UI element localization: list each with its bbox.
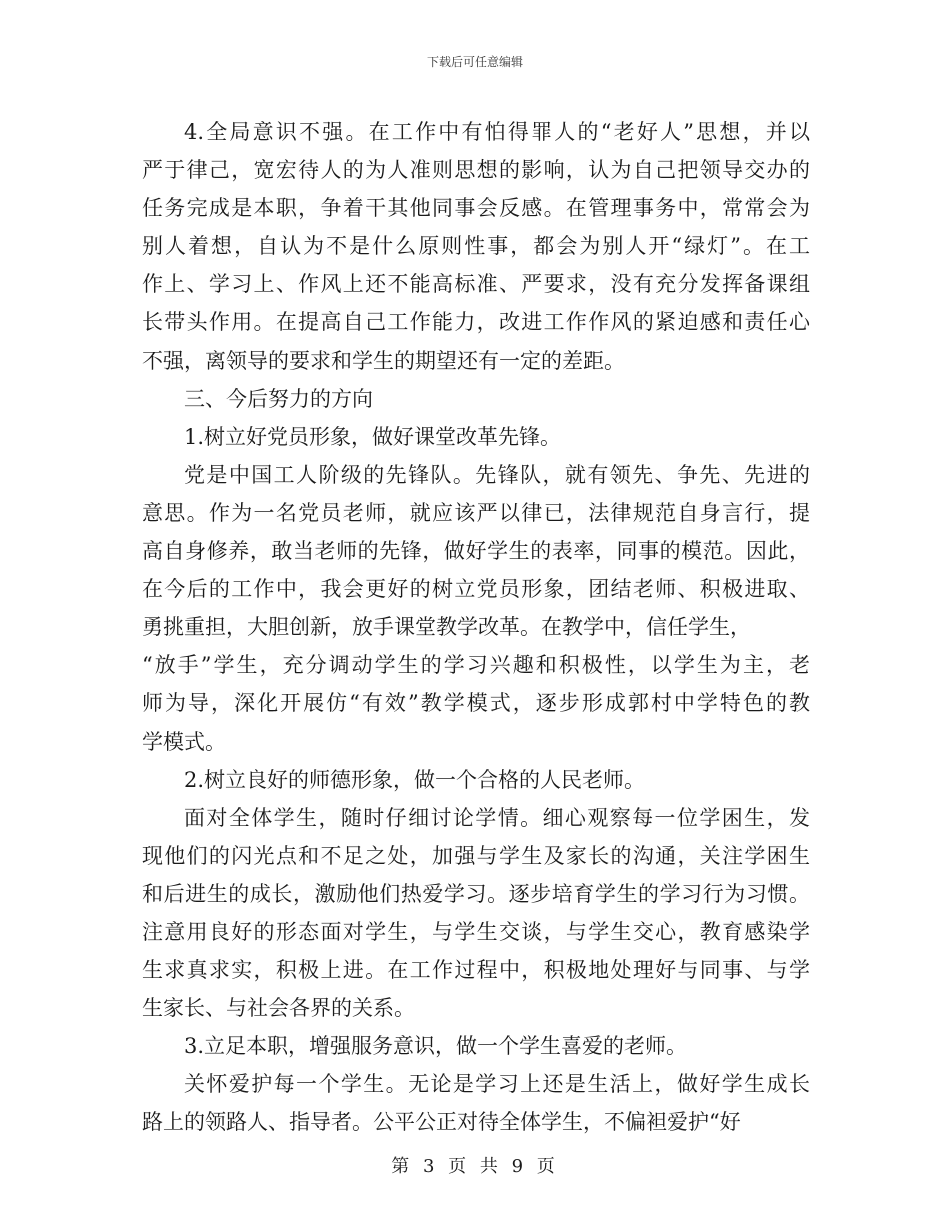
subsection-heading: 1.树立好党员形象，做好课堂改革先锋。 — [184, 424, 562, 449]
paragraph-line: 严于律己，宽宏待人的为人准则思想的影响，认为自己把领导交办的 — [142, 158, 810, 183]
paragraph-line: 党是中国工人阶级的先锋队。先锋队，就有领先、争先、先进的 — [184, 462, 810, 487]
paragraph-line: 勇挑重担，大胆创新，放手课堂教学改革。在教学中，信任学生， — [142, 615, 751, 640]
paragraph-line: 关怀爱护每一个学生。无论是学习上还是生活上，做好学生成长 — [184, 1072, 810, 1097]
paragraph-line: 生求真求实，积极上进。在工作过程中，积极地处理好与同事、与学 — [142, 958, 810, 983]
subsection-heading: 3.立足本职，增强服务意识，做一个学生喜爱的老师。 — [184, 1034, 688, 1059]
paragraph-line: “放手”学生，充分调动学生的学习兴趣和积极性，以学生为主，老 — [142, 653, 810, 678]
paragraph-line: 注意用良好的形态面对学生，与学生交谈，与学生交心，教育感染学 — [142, 919, 810, 944]
paragraph-line: 4.全局意识不强。在工作中有怕得罪人的“老好人”思想，并以 — [184, 120, 810, 144]
paragraph-line: 别人着想，自认为不是什么原则性事，都会为别人开“绿灯”。在工 — [142, 234, 810, 259]
paragraph-line: 和后进生的成长，激励他们热爱学习。逐步培育学生的学习行为习惯。 — [142, 881, 810, 906]
paragraph-line: 在今后的工作中，我会更好的树立党员形象，团结老师、积极进取、 — [142, 577, 810, 602]
page-header: 下载后可任意编辑 — [426, 55, 523, 69]
paragraph-line: 路上的领路人、指导者。公平公正对待全体学生，不偏袒爱护“好 — [142, 1110, 741, 1135]
paragraph-line: 不强，离领导的要求和学生的期望还有一定的差距。 — [142, 348, 625, 373]
paragraph-line: 现他们的闪光点和不足之处，加强与学生及家长的沟通，关注学困生 — [142, 843, 810, 868]
paragraph-line: 任务完成是本职，争着干其他同事会反感。在管理事务中，常常会为 — [142, 196, 810, 221]
paragraph-line: 意思。作为一名党员老师，就应该严以律已，法律规范自身言行，提 — [142, 500, 810, 525]
paragraph-line: 高自身修养，敢当老师的先锋，做好学生的表率，同事的模范。因此， — [142, 539, 810, 564]
paragraph-line: 学模式。 — [142, 729, 226, 754]
paragraph-line: 长带头作用。在提高自己工作能力，改进工作作风的紧迫感和责任心 — [142, 310, 810, 335]
page-footer: 第 3 页 共 9 页 — [391, 1156, 559, 1177]
document-body — [142, 113, 810, 1142]
paragraph-line: 作上、学习上、作风上还不能高标准、严要求，没有充分发挥备课组 — [142, 272, 810, 297]
paragraph-line: 生家长、与社会各界的关系。 — [142, 996, 415, 1021]
section-heading: 三、今后努力的方向 — [184, 386, 373, 411]
paragraph-line: 面对全体学生，随时仔细讨论学情。细心观察每一位学困生，发 — [184, 805, 810, 830]
subsection-heading: 2.树立良好的师德形象，做一个合格的人民老师。 — [184, 767, 646, 792]
paragraph-line: 师为导，深化开展仿“有效”教学模式，逐步形成郭村中学特色的教 — [142, 691, 810, 716]
